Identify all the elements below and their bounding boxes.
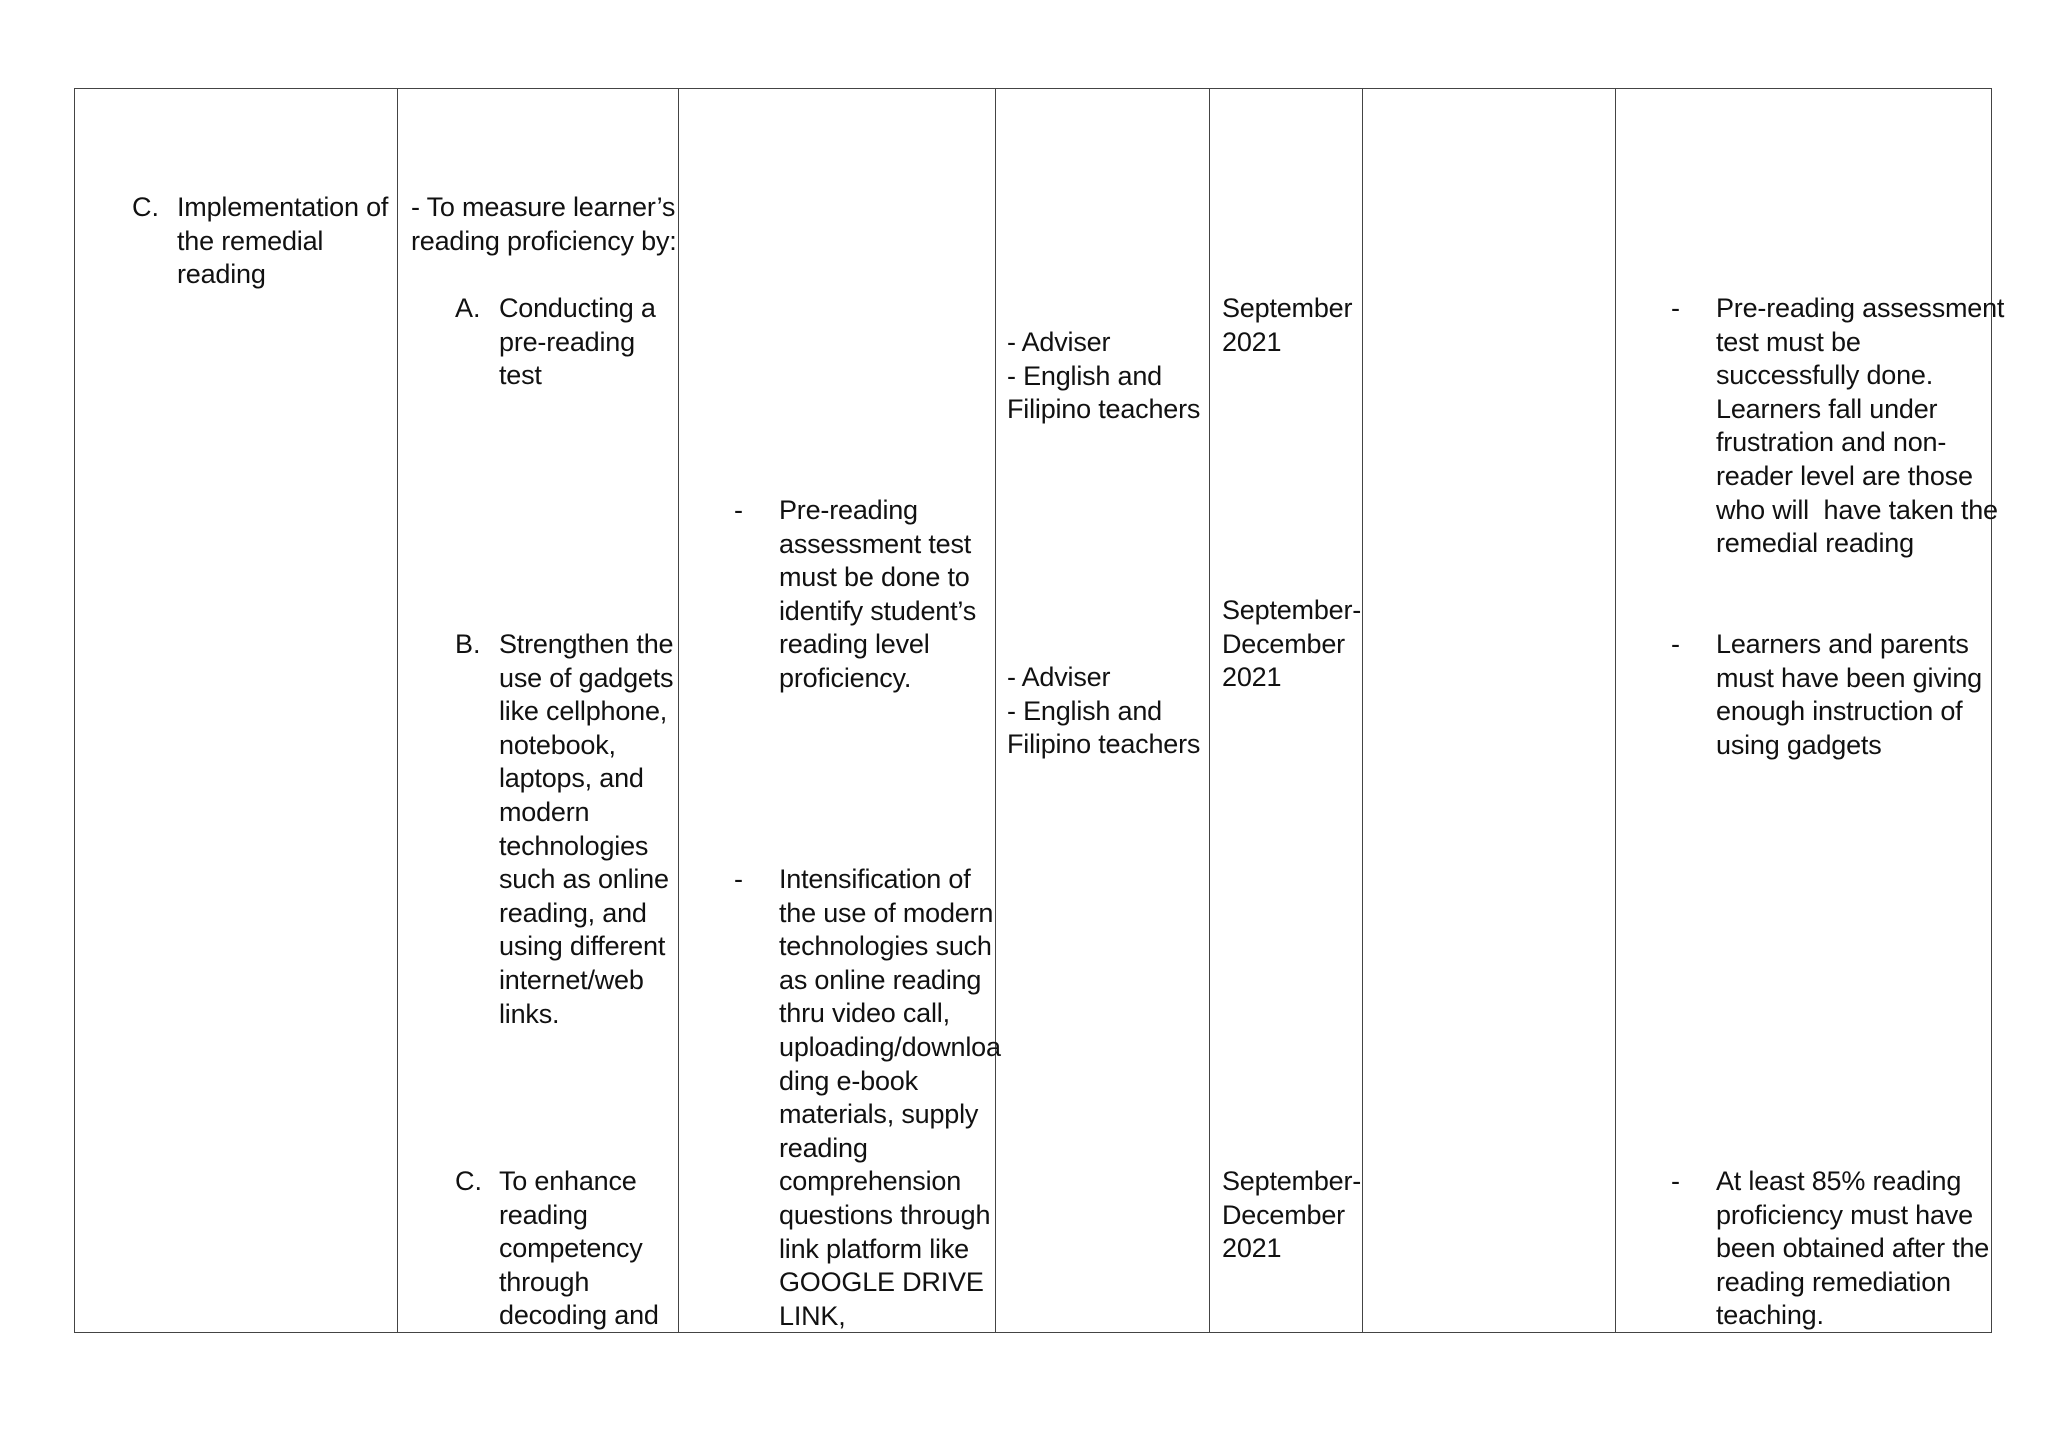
objective-c-label: C.: [455, 1166, 482, 1196]
strategy-bullet: -: [734, 864, 743, 894]
strategy-bullet: -: [734, 495, 743, 525]
activity-label: C.: [132, 192, 159, 222]
column-divider: [1615, 89, 1616, 1332]
activity-text: Implementation of the remedial reading: [177, 192, 389, 290]
column-divider: [1362, 89, 1363, 1332]
strategy-text: Pre-reading assessment test must be done to identify student’s reading level proficiency.: [779, 495, 977, 693]
objective-a-text: Conducting a pre-reading test: [499, 293, 656, 391]
objective-c-text: To enhance reading competency through decoding and: [499, 1166, 659, 1331]
column-divider: [1209, 89, 1210, 1332]
success-indicator: Pre-reading assessment test must be successfully done. Learners fall under frustration and non- reader level are those who will have taken the remedial reading: [1716, 293, 2005, 559]
indicator-bullet: -: [1671, 293, 1680, 323]
indicator-bullet: -: [1671, 629, 1680, 659]
persons-involved: - Adviser - English and Filipino teachers: [1007, 327, 1201, 425]
time-frame: September 2021: [1222, 293, 1353, 357]
success-indicator: At least 85% reading proficiency must have been obtained after the reading remediation teaching.: [1716, 1166, 1990, 1331]
objectives-intro: - To measure learner’s reading proficiency by:: [411, 192, 677, 256]
time-frame: September- December 2021: [1222, 1166, 1362, 1264]
time-frame: September- December 2021: [1222, 595, 1362, 693]
column-divider: [678, 89, 679, 1332]
indicator-bullet: -: [1671, 1166, 1680, 1196]
persons-involved: - Adviser - English and Filipino teachers: [1007, 662, 1201, 760]
success-indicator: Learners and parents must have been giving enough instruction of using gadgets: [1716, 629, 1982, 760]
strategy-text: Intensification of the use of modern technologies such as online reading thru video call, uploading/downloa ding e-book materials, supply reading comprehension questions through link platform like GOOGLE DRIVE LINK,: [779, 864, 1001, 1331]
objective-b-text: Strengthen the use of gadgets like cellphone, notebook, laptops, and modern technologies such as online reading, and using different internet/web links.: [499, 629, 674, 1029]
objective-b-label: B.: [455, 629, 481, 659]
objective-a-label: A.: [455, 293, 481, 323]
column-divider: [397, 89, 398, 1332]
